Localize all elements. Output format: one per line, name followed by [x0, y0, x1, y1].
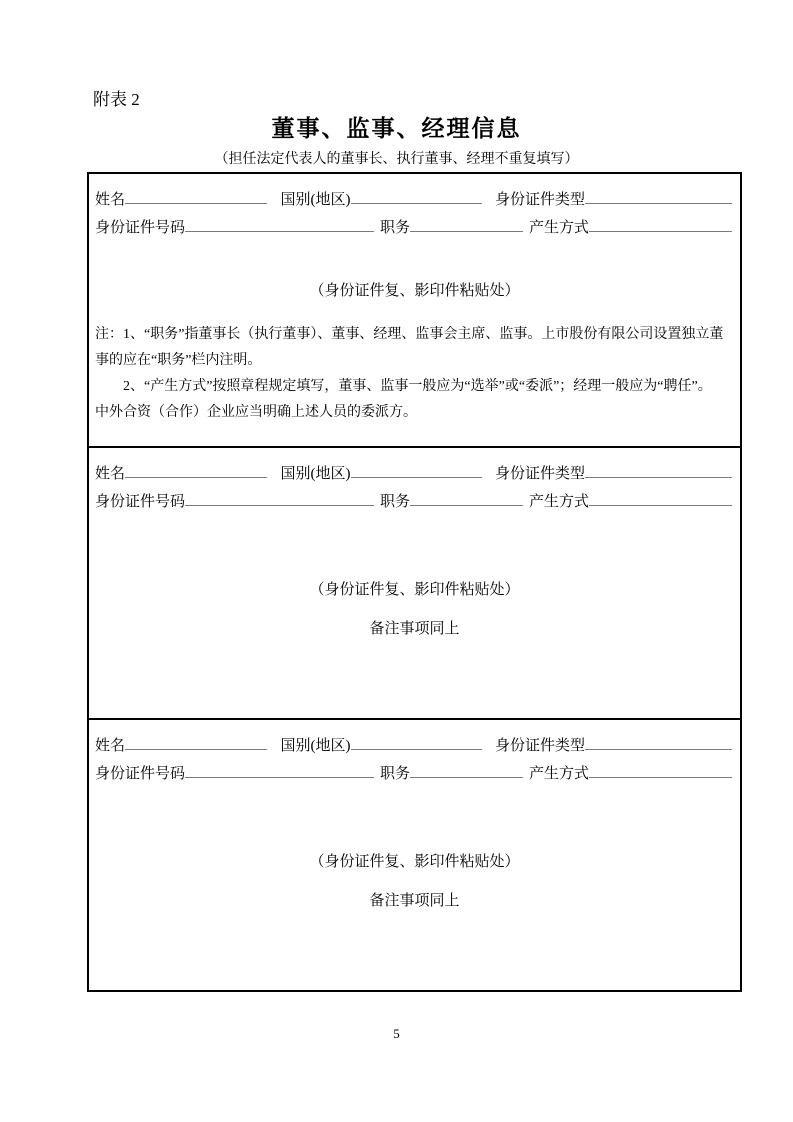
nationality-label: 国别(地区) — [280, 192, 351, 208]
nationality-blank-line — [351, 462, 482, 478]
note-line: 注：1、“职务”指董事长（执行董事）、董事、经理、监事会主席、监事。上市股份有限公司设置独立董 — [95, 327, 724, 342]
appendix-label: 附表 2 — [93, 90, 140, 109]
id-number-label: 身份证件号码 — [95, 766, 186, 782]
note-line: 2、“产生方式”按照章程规定填写，董事、监事一般应为“选举”或“委派”；经理一般应为“聘任”。 — [95, 379, 712, 394]
position-field — [380, 216, 523, 237]
id-type-blank-line — [585, 462, 732, 478]
id-type-label: 身份证件类型 — [495, 738, 586, 754]
position-field — [380, 490, 523, 511]
position-blank-line — [410, 490, 523, 506]
name-field — [95, 188, 267, 209]
field-row-position-2 — [89, 490, 740, 512]
position-field — [380, 762, 523, 783]
name-blank-line — [125, 188, 267, 204]
field-row-position-1 — [89, 216, 740, 238]
appointment-method-label: 产生方式 — [529, 220, 590, 236]
appointment-method-field — [529, 762, 732, 783]
id-copy-paste-area: （身份证件复、影印件粘贴处） — [309, 283, 520, 299]
id-type-field — [495, 734, 732, 755]
id-type-label: 身份证件类型 — [495, 466, 586, 482]
field-row-identity-1 — [89, 188, 740, 210]
appointment-method-label: 产生方式 — [529, 766, 590, 782]
id-number-blank-line — [185, 762, 374, 778]
id-number-field — [95, 762, 374, 783]
officer-entry-3 — [89, 718, 740, 990]
nationality-blank-line — [351, 188, 482, 204]
appointment-method-blank-line — [589, 762, 732, 778]
id-copy-paste-area: （身份证件复、影印件粘贴处） — [309, 854, 520, 870]
appointment-method-field — [529, 490, 732, 511]
id-number-label: 身份证件号码 — [95, 220, 186, 236]
name-field — [95, 734, 267, 755]
field-row-position-3 — [89, 762, 740, 784]
name-field — [95, 462, 267, 483]
nationality-label: 国别(地区) — [280, 466, 351, 482]
appointment-method-blank-line — [589, 490, 732, 506]
id-type-blank-line — [585, 188, 732, 204]
id-number-field — [95, 490, 374, 511]
field-row-identity-3 — [89, 734, 740, 756]
name-label: 姓名 — [95, 466, 126, 482]
page-subtitle: （担任法定代表人的董事长、执行董事、经理不重复填写） — [214, 152, 579, 167]
officer-entry-1 — [89, 174, 740, 446]
appointment-method-field — [529, 216, 732, 237]
id-number-blank-line — [185, 490, 374, 506]
remark-same-as-above: 备注事项同上 — [369, 893, 460, 909]
nationality-label: 国别(地区) — [280, 738, 351, 754]
note-line: 中外合资（合作）企业应当明确上述人员的委派方。 — [95, 405, 417, 420]
id-type-blank-line — [585, 734, 732, 750]
nationality-blank-line — [351, 734, 482, 750]
id-type-field — [495, 462, 732, 483]
name-label: 姓名 — [95, 192, 126, 208]
name-blank-line — [125, 462, 267, 478]
form-notes — [89, 322, 740, 426]
id-copy-paste-area: （身份证件复、影印件粘贴处） — [309, 582, 520, 598]
position-label: 职务 — [380, 766, 411, 782]
name-label: 姓名 — [95, 738, 126, 754]
remark-same-as-above: 备注事项同上 — [369, 621, 460, 637]
appointment-method-blank-line — [589, 216, 732, 232]
note-line: 事的应在“职务”栏内注明。 — [95, 353, 262, 368]
position-label: 职务 — [380, 494, 411, 510]
page-number: 5 — [393, 1026, 400, 1041]
nationality-field — [281, 734, 482, 755]
id-number-field — [95, 216, 374, 237]
nationality-field — [281, 188, 482, 209]
page-title: 董事、监事、经理信息 — [271, 116, 522, 141]
nationality-field — [281, 462, 482, 483]
position-blank-line — [410, 216, 523, 232]
id-type-label: 身份证件类型 — [495, 192, 586, 208]
officer-info-table — [87, 172, 742, 992]
field-row-identity-2 — [89, 462, 740, 484]
name-blank-line — [125, 734, 267, 750]
position-blank-line — [410, 762, 523, 778]
appointment-method-label: 产生方式 — [529, 494, 590, 510]
id-number-blank-line — [185, 216, 374, 232]
position-label: 职务 — [380, 220, 411, 236]
id-type-field — [495, 188, 732, 209]
officer-entry-2 — [89, 446, 740, 718]
id-number-label: 身份证件号码 — [95, 494, 186, 510]
